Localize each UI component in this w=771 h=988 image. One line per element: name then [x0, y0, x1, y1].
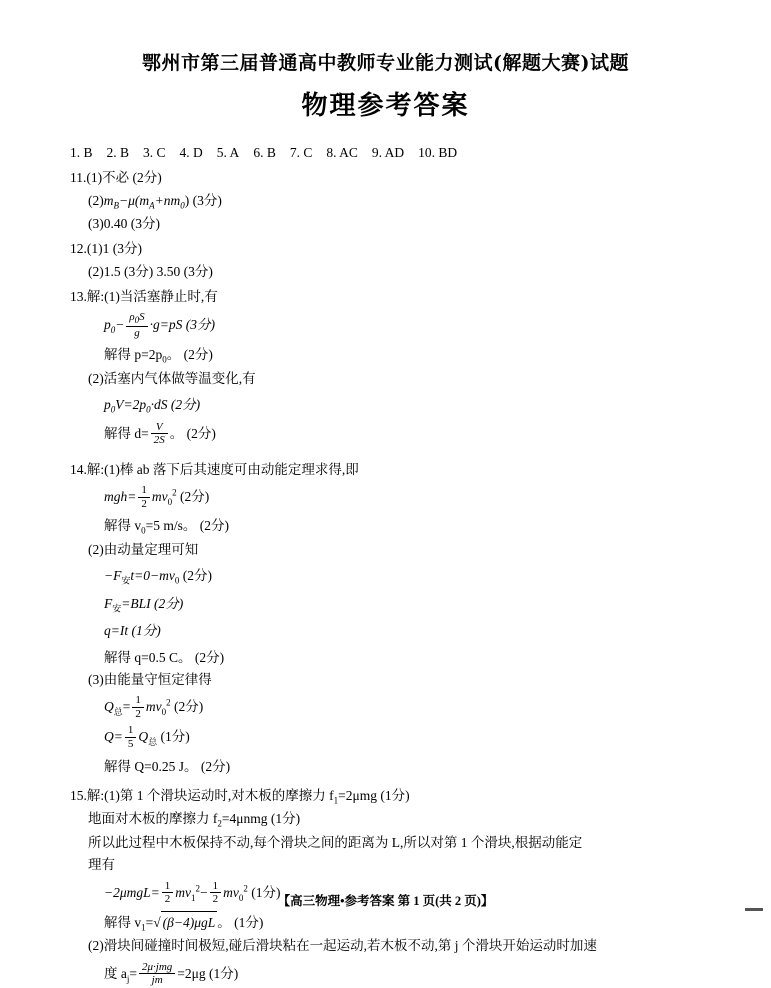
q14-equation-1: [70, 485, 701, 511]
q15-solve-v1-tail: 。 (1分): [217, 914, 264, 930]
q13-line-4: [70, 422, 701, 448]
answer-item-15: [70, 785, 701, 988]
q15-accel-num-mid: ·jmg: [153, 960, 173, 973]
q15-half2-num: 1: [212, 879, 219, 892]
q15-eq1-sup: 2: [195, 883, 201, 894]
q14-mv: mv: [151, 489, 168, 505]
q14-half-num: 1: [141, 484, 147, 497]
q14-equation-2: [70, 565, 701, 589]
q13-rho-sub: 0: [134, 315, 140, 326]
q13-line-2: [70, 344, 701, 368]
q15-eq1-sup2: 2: [243, 883, 248, 894]
q15-line-6: (2)滑块间碰撞时间极短,碰后滑块粘在一起运动,若木板不动,第 j 个滑块开始运动时加速: [88, 938, 597, 954]
q14-F-sub: 安: [112, 603, 122, 614]
q15-line-4: 理有: [88, 857, 115, 873]
q15-fraction-accel: [139, 961, 175, 987]
q14-fraction-fifth: [125, 724, 137, 750]
q15-accel-den: jm: [151, 974, 163, 987]
q15-half1-den: 2: [162, 892, 174, 906]
q14-F: F: [104, 595, 113, 611]
q13-equation-1: $p_0-$ $\frac{\rho_0S}{g}$ ·g=pS (3分): [104, 311, 216, 339]
q11-line-2: [70, 190, 701, 214]
q13-eq2-tail: ·dS (2分): [150, 397, 201, 413]
q14-eq6-tail: (1分): [157, 729, 190, 745]
q14-line-2: [70, 515, 701, 539]
choice-10: 10. BD: [418, 145, 458, 160]
q11-l2-pre: (2): [88, 192, 104, 208]
choice-6: 6. B: [253, 145, 276, 160]
q14-line-4: 解得 q=0.5 C。 (2分): [104, 649, 225, 665]
q15-eq1-pre: −2μmgL=: [104, 884, 160, 900]
q14-v-sub: 0: [167, 497, 173, 508]
answer-item-12: [70, 238, 701, 283]
q14-half2-den: 2: [132, 707, 144, 721]
q15-solve-v1-pre: 解得 v: [104, 914, 142, 930]
q15-line-1: [70, 785, 701, 809]
q14-equation-3: [70, 593, 701, 617]
q14-v-sup: 2: [172, 487, 177, 498]
q15-half1-num: 1: [164, 879, 171, 892]
q15-eq1-mv: mv: [175, 884, 192, 900]
q15-line-5: [70, 911, 701, 936]
q15-accel-num-pre: 2μ: [142, 960, 154, 973]
q14-equation-6: [70, 725, 701, 751]
q13-eq2-sub0: 0: [110, 404, 116, 415]
q11-l2-tail: ) (3分): [184, 192, 222, 208]
q13-eq2-mid: V=2p: [115, 397, 147, 413]
q15-f1-sub: 1: [333, 795, 339, 806]
page-subtitle: 物理参考答案: [301, 91, 470, 121]
q13-2S: 2S: [153, 434, 165, 447]
q14-line-5: (3)由能量守恒定律得: [88, 671, 212, 687]
q14-line-1: 14.解:(1)棒 ab 落下后其速度可由动能定理求得,即: [70, 461, 359, 477]
q14-Q-total-sub: 总: [113, 707, 123, 718]
q14-BLI: =BLI (2分): [121, 595, 184, 611]
q14-eq6-sub: 总: [148, 737, 158, 748]
q15-accel-pre: 度 a: [104, 965, 127, 981]
choice-7: 7. C: [289, 145, 313, 160]
q15-eq1-sub: 1: [191, 892, 196, 903]
q15-half2-den: 2: [210, 892, 222, 906]
q13-solve-d-tail: 。 (2分): [169, 425, 216, 441]
answer-item-11: [70, 167, 701, 235]
q14-eq6-Q: Q: [138, 729, 149, 745]
page-title: 鄂州市第三届普通高中教师专业能力测试(解题大赛)试题: [142, 52, 629, 74]
q11-sub-B: B: [113, 200, 119, 211]
q14-eq5-sub2: 0: [161, 707, 167, 718]
corner-mark: [739, 895, 765, 915]
q14-solve-v-sub: 0: [141, 526, 146, 537]
q15-accel-sub: j: [126, 973, 130, 984]
q15-l2-tail: =4μnmg (1分): [221, 811, 301, 827]
q13-line-3: (2)活塞内气体做等温变化,有: [88, 370, 256, 386]
q13-rho: ρ: [129, 311, 135, 324]
choice-9: 9. AD: [371, 145, 405, 160]
q14-eq2-tail: (2分): [179, 568, 212, 584]
choice-8: 8. AC: [326, 145, 358, 160]
q14-solve-v: 解得 v: [104, 518, 142, 534]
q15-eq1-minus: −: [200, 884, 208, 900]
q15-line-3: 所以此过程中木板保持不动,每个滑块之间的距离为 L,所以对第 1 个滑块,根据动能定: [88, 835, 583, 850]
q11-line-3: (3)0.40 (3分): [88, 216, 160, 232]
q14-fifth-num: 1: [127, 724, 134, 737]
page-footer: 【高三物理•参考答案 第 1 页(共 2 页)】: [277, 894, 494, 908]
q13-solve-p: 解得 p=2p: [104, 347, 163, 363]
answer-item-13: [70, 286, 701, 448]
q13-fraction-1: [126, 311, 147, 339]
q15-line-2: [70, 808, 701, 832]
q14-mgh: mgh=: [104, 489, 137, 505]
q15-head-tail: =2μmg (1分): [338, 787, 410, 803]
q15-eq1-sub2: 0: [238, 892, 244, 903]
q15-line-7: [70, 962, 701, 988]
answers-body: [70, 142, 701, 988]
q14-eq5-sup: 2: [166, 697, 171, 708]
q14-eq6-pre: Q=: [104, 729, 123, 745]
q13-equation-2: [70, 394, 701, 418]
q15-radicand: (β−4)μgL: [162, 914, 216, 930]
q13-eq1-tail: ·g=pS (3分): [149, 317, 216, 333]
multiple-choice-answers: [70, 142, 701, 164]
q15-solve-v1-sub: 1: [141, 922, 146, 933]
q13-p-sub: 0: [110, 325, 116, 335]
q14-equation-5: [70, 695, 701, 721]
q14-eq2-sub2: 0: [174, 575, 180, 586]
q14-eq2-mid: t=0−mv: [130, 568, 175, 584]
q14-eq5-equals: =: [122, 699, 131, 715]
q15-f2-sub: 2: [217, 819, 222, 830]
q14-half-den: 2: [138, 497, 150, 511]
q15-solve-equals: =: [145, 914, 154, 930]
q14-force: −F: [104, 568, 122, 584]
q13-solve-p-sub: 0: [162, 354, 167, 365]
q14-fifth-den: 5: [125, 737, 137, 751]
q11-sub-0: 0: [180, 200, 185, 211]
q11-mB: m: [103, 192, 114, 208]
q15-head-pre: 15.解:(1)第 1 个滑块运动时,对木板的摩擦力 f: [70, 787, 334, 803]
q13-solve-d-pre: 解得 d=: [104, 425, 149, 441]
q14-force-sub: 安: [121, 575, 131, 586]
q13-eq2-p: p: [104, 397, 111, 413]
sqrt-icon: √ (β−4)μgL: [153, 911, 217, 934]
q13-S: S: [139, 311, 145, 324]
q15-accel-equals: =: [129, 965, 138, 981]
q15-l2-pre: 地面对木板的摩擦力 f: [88, 811, 218, 827]
q15-eq1-tail: (1分): [247, 884, 281, 900]
q14-line-6: 解得 Q=0.25 J。 (2分): [104, 758, 231, 774]
choice-5: 5. A: [216, 145, 240, 160]
q12-line-1: 12.(1)1 (3分): [70, 241, 142, 257]
q14-eq5-mv: mv: [145, 699, 162, 715]
q11-minus: −μ(m: [119, 192, 150, 208]
q14-q-It: q=It (1分): [104, 623, 161, 639]
choice-4: 4. D: [179, 145, 203, 160]
q11-line-1: 11.(1)不必 (2分): [70, 170, 162, 186]
q14-fraction-half-2: [132, 694, 144, 720]
q14-half2-num: 1: [135, 694, 141, 707]
q13-g: g: [134, 326, 140, 339]
q13-eq2-sub1: 0: [146, 404, 151, 415]
q13-V: V: [155, 420, 163, 433]
q13-p: p: [104, 317, 111, 333]
answer-item-14: [70, 459, 701, 778]
q14-fraction-half: [138, 484, 150, 510]
q15-eq1-mv2: mv: [223, 884, 239, 900]
q14-Q-total: Q: [104, 699, 114, 715]
choice-1: 1. B: [70, 145, 93, 160]
q15-accel-tail: =2μg (1分): [177, 965, 239, 981]
q13-solve-p-tail: 。 (2分): [166, 347, 213, 363]
q14-equation-4: [70, 620, 701, 642]
q11-plus: +nm: [154, 192, 181, 208]
q14-eq5-tail: (2分): [170, 699, 204, 715]
choice-3: 3. C: [143, 145, 166, 160]
q14-line-3: (2)由动量定理可知: [88, 541, 199, 557]
q12-line-2: (2)1.5 (3分) 3.50 (3分): [88, 263, 213, 279]
q11-sub-A: A: [149, 200, 155, 211]
q13-fraction-2: [151, 421, 168, 447]
choice-2: 2. B: [106, 145, 130, 160]
q14-eq1-tail: (2分): [176, 489, 210, 505]
q13-line-1: 13.解:(1)当活塞静止时,有: [70, 288, 218, 304]
q14-solve-v-tail: =5 m/s。 (2分): [145, 518, 229, 534]
